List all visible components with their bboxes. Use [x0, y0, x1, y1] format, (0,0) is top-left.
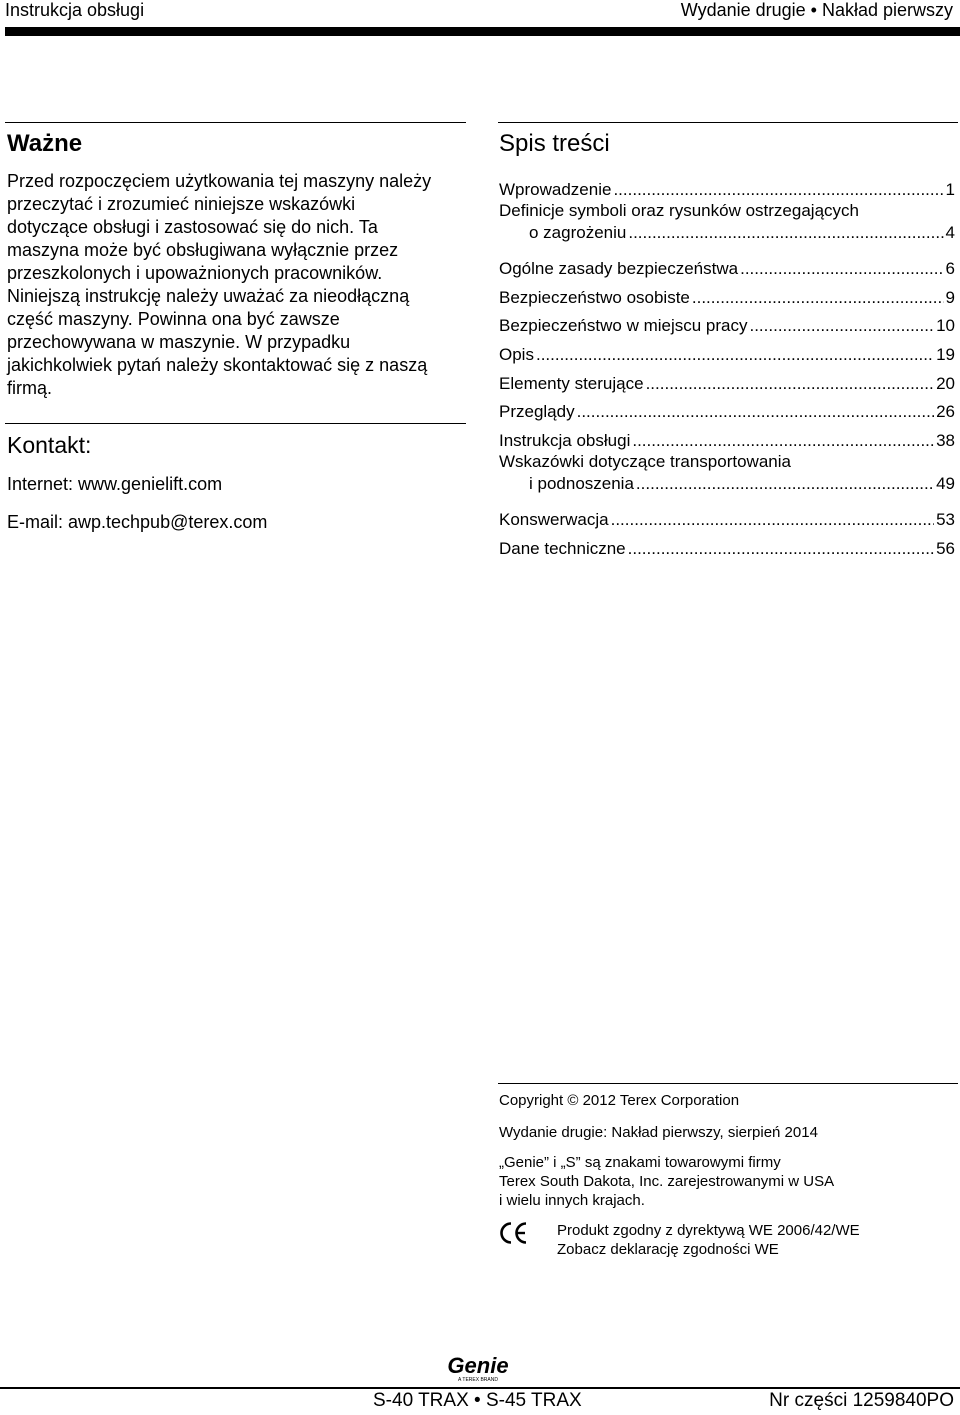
divider: [5, 122, 466, 123]
paragraph-line: firmą.: [7, 378, 52, 398]
toc-entry-page: 19: [936, 344, 955, 364]
toc-entry-title-cont: o zagrożeniu: [529, 222, 627, 242]
header-manual-title: Instrukcja obsługi: [5, 0, 145, 20]
toc-entry-title: Ogólne zasady bezpieczeństwa: [499, 259, 739, 279]
toc-entry[interactable]: [499, 530, 955, 559]
table-of-contents: [499, 171, 955, 559]
toc-entry-page: 49: [936, 473, 955, 493]
toc-entry[interactable]: [499, 336, 955, 365]
divider: [5, 423, 466, 424]
ce-mark-icon: [499, 1220, 529, 1246]
trademark-line: i wielu innych krajach.: [499, 1192, 645, 1209]
toc-entry-title: Instrukcja obsługi: [499, 430, 631, 450]
toc-entry-page: 1: [945, 179, 955, 199]
toc-entry-page: 6: [945, 259, 955, 279]
toc-entry[interactable]: [499, 200, 955, 251]
genie-logo: [438, 1355, 518, 1383]
trademark-line: Terex South Dakota, Inc. zarejestrowanymi w USA: [499, 1173, 835, 1190]
toc-entry-title: Elementy sterujące: [499, 373, 644, 393]
paragraph-line: Niniejszą instrukcję należy uważać za nieodłączną: [7, 286, 410, 306]
toc-entry-title: Konswerwacja: [499, 510, 609, 530]
toc-entry-title: Dane techniczne: [499, 538, 626, 558]
paragraph-line: jakichkolwiek pytań należy skontaktować się z naszą: [7, 355, 428, 375]
toc-entry-title: Wprowadzenie: [499, 179, 612, 199]
toc-entry[interactable]: [499, 251, 955, 280]
toc-entry[interactable]: [499, 365, 955, 394]
trademark-line: „Genie” i „S” są znakami towarowymi firmy: [499, 1154, 781, 1171]
toc-entry-title: Bezpieczeństwo w miejscu pracy: [499, 316, 748, 336]
paragraph-line: dotyczące obsługi i zastosować się do nich. Ta: [7, 217, 378, 237]
paragraph-line: przechowywana w maszynie. W przypadku: [7, 332, 351, 352]
toc-entry[interactable]: [499, 308, 955, 337]
contact-internet[interactable]: Internet: www.genielift.com: [7, 474, 223, 494]
copyright-line: Copyright © 2012 Terex Corporation: [499, 1092, 740, 1109]
trademark-notice: [499, 1153, 834, 1210]
header-edition: Wydanie drugie • Nakład pierwszy: [680, 0, 953, 20]
toc-entry-title-cont: i podnoszenia: [529, 473, 634, 493]
toc-entry-page: 20: [936, 373, 955, 393]
contact-email[interactable]: E-mail: awp.techpub@terex.com: [7, 512, 268, 532]
paragraph-line: maszyna może być obsługiwana wyłącznie przez: [7, 240, 399, 260]
toc-entry-title: Definicje symboli oraz rysunków ostrzegających: [499, 200, 859, 220]
header-rule: [5, 27, 960, 36]
paragraph-line: część maszyny. Powinna ona być zawsze: [7, 309, 340, 329]
toc-entry[interactable]: [499, 451, 955, 502]
toc-entry[interactable]: [499, 171, 955, 200]
toc-entry-title: Opis: [499, 344, 534, 364]
toc-entry-page: 9: [945, 287, 955, 307]
divider: [498, 122, 958, 123]
paragraph-line: przeszkolonych i upoważnionych pracowników.: [7, 263, 383, 283]
footer-part-number: Nr części 1259840PO: [769, 1390, 954, 1411]
svg-text:Genie: Genie: [447, 1355, 509, 1378]
toc-entry-page: 56: [936, 538, 955, 558]
toc-entry-title: Przeglądy: [499, 402, 575, 422]
paragraph-line: Przed rozpoczęciem użytkowania tej maszyny należy: [7, 171, 432, 191]
ce-line: Zobacz deklarację zgodności WE: [557, 1241, 779, 1258]
toc-entry-page: 53: [936, 510, 955, 530]
important-heading: Ważne: [7, 130, 83, 157]
svg-text:A TEREX BRAND: A TEREX BRAND: [458, 1377, 498, 1383]
toc-entry[interactable]: [499, 279, 955, 308]
toc-entry-page: 4: [945, 222, 955, 242]
toc-entry[interactable]: [499, 422, 955, 451]
divider: [498, 1083, 958, 1084]
edition-line: Wydanie drugie: Nakład pierwszy, sierpień 2014: [499, 1124, 818, 1141]
toc-entry[interactable]: [499, 502, 955, 531]
ce-conformity-text: [557, 1221, 860, 1259]
toc-entry-page: 10: [936, 316, 955, 336]
contact-heading: Kontakt:: [7, 432, 92, 458]
footer-rule: [0, 1387, 960, 1389]
ce-line: Produkt zgodny z dyrektywą WE 2006/42/WE: [557, 1222, 860, 1239]
toc-entry-page: 38: [936, 430, 955, 450]
footer-model: S-40 TRAX • S-45 TRAX: [373, 1390, 582, 1411]
toc-entry[interactable]: [499, 394, 955, 423]
paragraph-line: przeczytać i zrozumieć niniejsze wskazówki: [7, 194, 356, 214]
toc-entry-title: Wskazówki dotyczące transportowania: [499, 451, 791, 471]
toc-entry-title: Bezpieczeństwo osobiste: [499, 287, 690, 307]
important-paragraph: [7, 170, 462, 400]
toc-heading: Spis treści: [499, 130, 610, 157]
toc-entry-page: 26: [936, 402, 955, 422]
